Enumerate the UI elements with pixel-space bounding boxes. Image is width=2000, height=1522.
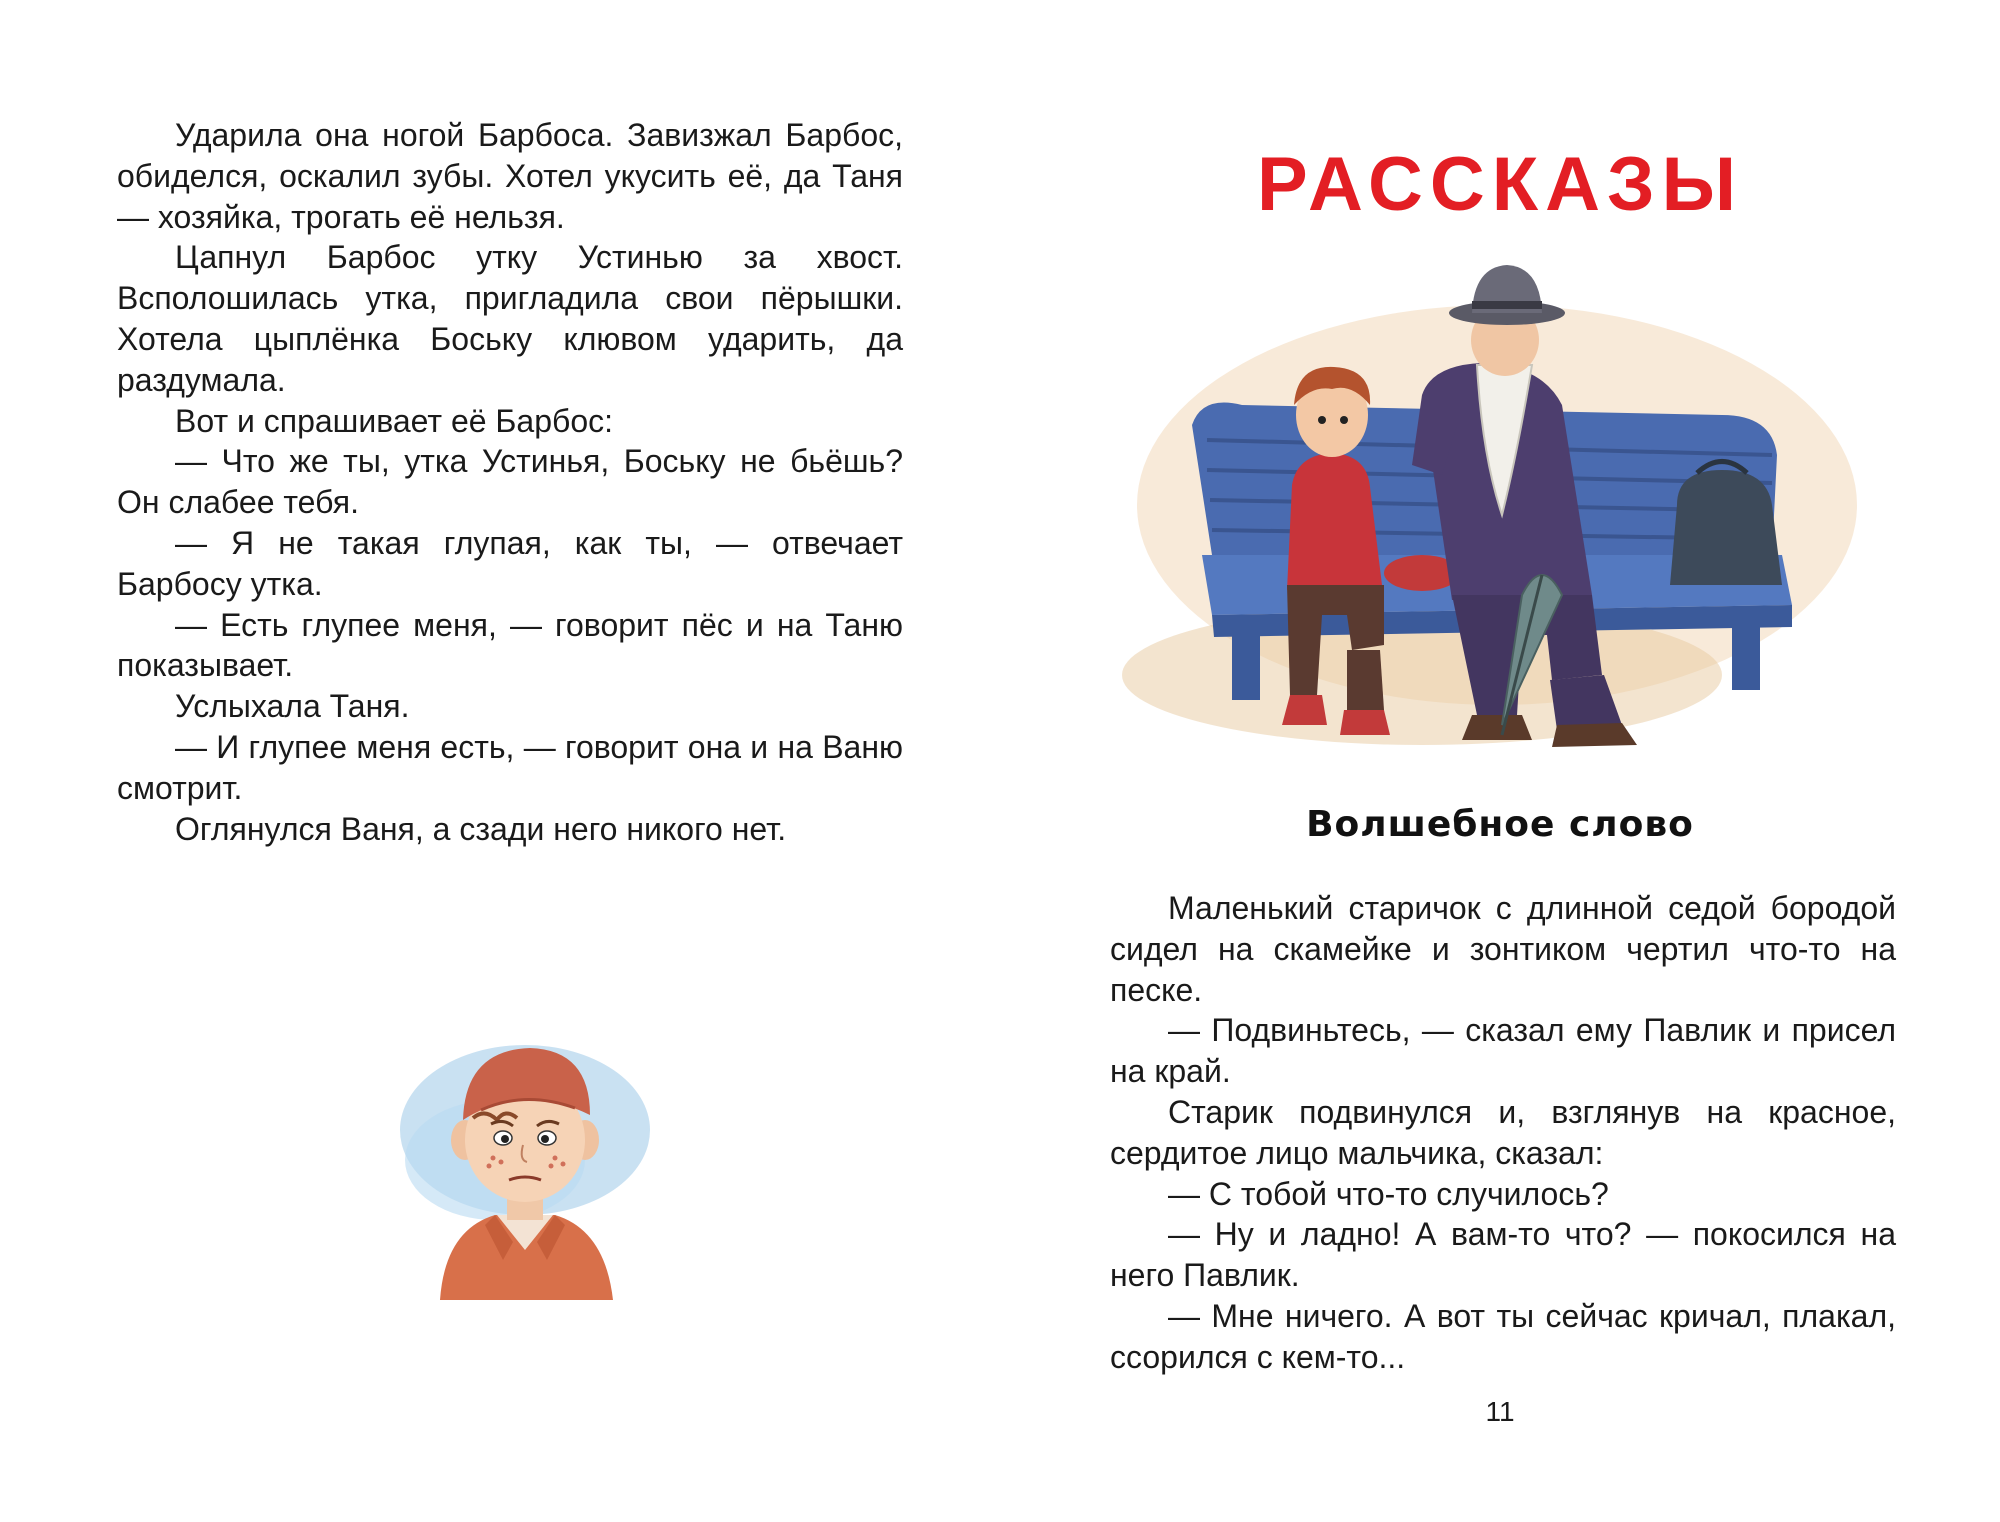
paragraph: Вот и спрашивает её Барбос:: [175, 402, 614, 439]
right-page-text: [1110, 888, 1896, 1378]
paragraph: Маленький старичок с длинной седой бородой сидел на скамейке и зонтиком чертил что-то на песке.: [1110, 890, 1896, 1008]
page-number: 11: [1485, 1396, 1515, 1427]
paragraph: Цапнул Барбос утку Устинью за хвост. Всполошилась утка, пригладила свои пёрышки. Хотела цыплёнка Боську клювом ударить, да раздумала.: [117, 239, 903, 398]
paragraph: Старик подвинулся и, взглянув на красное, сердитое лицо мальчика, сказал:: [1110, 1093, 1896, 1171]
right-page: [1000, 0, 2000, 1522]
old-man-and-boy-on-bench-illustration: [1122, 255, 1872, 775]
section-title: РАССКАЗЫ: [1256, 142, 1744, 227]
paragraph: — Я не такая глупая, как ты, — отвечает Барбосу утка.: [117, 524, 903, 602]
paragraph: Услыхала Таня.: [175, 688, 410, 725]
paragraph: Оглянулся Ваня, а сзади него никого нет.: [175, 810, 787, 847]
paragraph: Ударила она ногой Барбоса. Завизжал Барбос, обиделся, оскалил зубы. Хотел укусить её, да Таня — хозяйка, трогать её нельзя.: [117, 117, 903, 235]
boy-in-cap-illustration: [385, 1010, 665, 1300]
paragraph: — И глупее меня есть, — говорит она и на Ваню смотрит.: [117, 728, 903, 806]
paragraph: — Ну и ладно! А вам-то что? — покосился на него Павлик.: [1110, 1216, 1896, 1294]
paragraph: — Мне ничего. А вот ты сейчас кричал, плакал, ссорился с кем-то...: [1110, 1297, 1896, 1375]
paragraph: — Есть глупее меня, — говорит пёс и на Таню показывает.: [117, 606, 903, 684]
paragraph: — С тобой что-то случилось?: [1168, 1175, 1609, 1212]
story-title: Волшебное слово: [1306, 804, 1694, 845]
left-page-text: [117, 115, 903, 849]
paragraph: — Что же ты, утка Устинья, Боську не бьёшь? Он слабее тебя.: [117, 443, 903, 521]
paragraph: — Подвиньтесь, — сказал ему Павлик и присел на край.: [1110, 1012, 1896, 1090]
